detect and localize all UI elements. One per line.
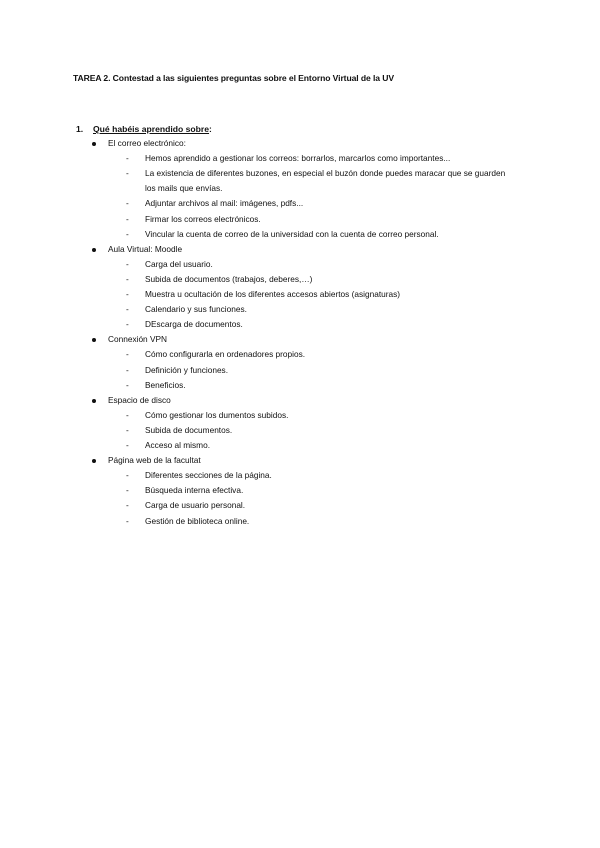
section-heading: El correo electrónico: [108,138,186,148]
item-dash: - [126,168,129,179]
list-item: Subida de documentos. [145,424,233,435]
item-dash: - [126,289,129,299]
section-heading: Connexión VPN [108,334,168,345]
list-item: Cómo gestionar los dumentos subidos. [145,409,289,420]
item-dash: - [126,213,129,224]
document-title: TAREA 2. Contestad a las siguientes preguntas sobre el Entorno Virtual de la UV [73,73,394,83]
section-bullet [92,248,96,252]
section-heading: Aula Virtual: Moodle [108,243,183,254]
list-item: La existencia de diferentes buzones, en especial el buzón donde puedes maracar que se guarden [145,168,506,179]
list-item: Hemos aprendido a gestionar los correos: borrarlos, marcarlos como importantes... [145,153,451,164]
item-dash: - [126,424,129,435]
section-bullet [92,142,96,146]
list-item: Carga de usuario personal. [145,500,246,511]
question-suffix: : [209,124,212,134]
item-dash: - [126,349,129,360]
question-heading [76,124,212,134]
list-item: Muestra u ocultación de los diferentes accesos abiertos (asignaturas) [145,289,401,299]
item-dash: - [126,364,129,375]
question-number: 1. [76,124,84,134]
item-dash: - [126,273,129,284]
item-dash: - [126,440,129,450]
list-item: Gestión de biblioteca online. [145,515,250,526]
list-item: Definición y funciones. [145,364,229,375]
list-item: Adjuntar archivos al mail: imágenes, pdfs... [145,198,304,209]
item-dash: - [126,258,129,269]
section-bullet [92,338,96,342]
list-item: Cómo configurarla en ordenadores propios. [145,349,306,360]
list-item: Calendario y sus funciones. [145,304,247,315]
list-item: Vincular la cuenta de correo de la universidad con la cuenta de correo personal. [145,228,439,239]
list-item: Carga del usuario. [145,258,213,269]
section-bullet [92,459,96,463]
item-dash: - [126,515,129,526]
item-dash: - [126,319,129,330]
section-heading: Espacio de disco [108,394,171,405]
item-dash: - [126,379,129,390]
list-item: los mails que envías. [145,183,223,194]
list-item: Beneficios. [145,379,186,390]
list-item: Acceso al mismo. [145,440,211,450]
item-dash: - [126,198,129,209]
list-item: DEscarga de documentos. [145,319,243,330]
item-dash: - [126,304,129,315]
item-dash: - [126,500,129,511]
list-item: Búsqueda interna efectiva. [145,485,244,496]
list-item: Firmar los correos electrónicos. [145,213,261,224]
list-item: Diferentes secciones de la página. [145,470,272,481]
item-dash: - [126,485,129,496]
item-dash: - [126,470,129,481]
item-dash: - [126,228,129,239]
question-text: Qué habéis aprendido sobre [93,124,210,134]
section-bullet [92,399,96,403]
item-dash: - [126,153,129,164]
item-dash: - [126,409,129,420]
list-item: Subida de documentos (trabajos, deberes,…) [145,273,313,284]
section-heading: Página web de la facultat [108,455,201,466]
